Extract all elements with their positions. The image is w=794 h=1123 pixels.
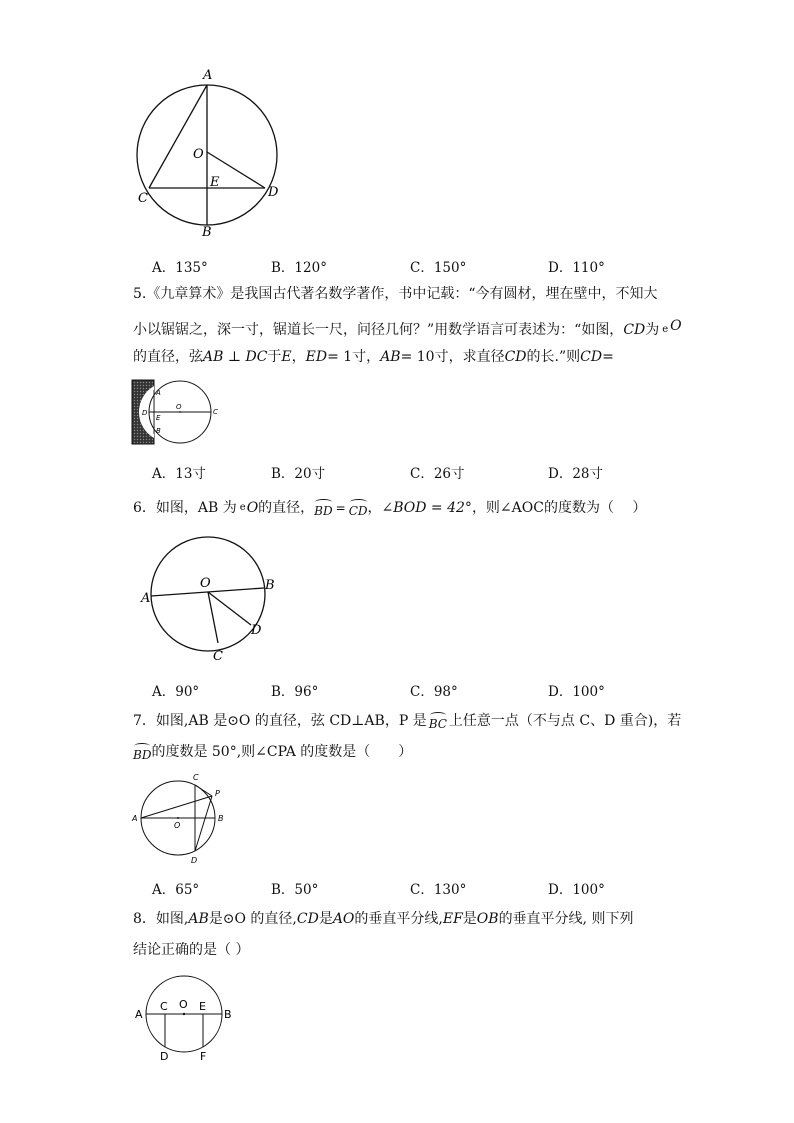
q5-math-e: E <box>281 349 292 365</box>
q4-option-a: A．135° <box>152 260 208 276</box>
q4-label-b: B <box>202 225 212 240</box>
q7-chord-pc <box>195 785 212 796</box>
q6-question <box>133 498 646 518</box>
q6-label-b: B <box>265 578 275 593</box>
q5-label-a: A <box>156 389 161 397</box>
q8-math-ab: AB <box>188 911 209 927</box>
q7-option-d: D．100° <box>548 882 605 898</box>
q5-math-cd-2: CD <box>504 349 527 365</box>
q7-line-2 <box>133 742 412 762</box>
q8-figure <box>130 972 240 1064</box>
q5-label-o: O <box>176 403 182 411</box>
q6-circle-o: O <box>246 500 259 516</box>
q6-option-d: D．100° <box>548 684 605 700</box>
q5-line-1: 5.《九章算术》是我国古代著名数学著作，书中记载：“今有圆材，埋在壁中，不知大 <box>133 286 658 302</box>
q7-option-c: C．130° <box>410 882 467 898</box>
q5-label-c: C <box>213 408 218 416</box>
q8-center-dot <box>183 1013 185 1015</box>
q7-label-b: B <box>218 814 224 823</box>
q5-label-b: B <box>156 427 161 435</box>
q8-text-1: 8．如图, <box>133 911 189 927</box>
q8-label-b: B <box>224 1008 232 1021</box>
q7-text-1: 7．如图,AB 是⊙O 的直径，弦 CD⊥AB，P 是 <box>133 713 427 729</box>
q8-math-ao: AO <box>332 911 355 927</box>
q6-figure <box>138 530 288 666</box>
q8-label-f: F <box>200 1050 207 1063</box>
q4-chord-ac <box>149 85 207 188</box>
q8-text-3: 是 <box>318 911 333 927</box>
q8-label-d: D <box>160 1050 169 1063</box>
q5-math-ab-perp-dc: AB ⊥ DC <box>203 349 268 365</box>
q7-arc-bc: BC <box>429 714 447 734</box>
q4-label-c: C <box>138 191 148 206</box>
q6-radius-oc <box>208 592 218 643</box>
q5-option-d: D．28寸 <box>548 466 604 482</box>
q5-figure <box>130 378 226 446</box>
q7-arc-bd: BD <box>133 745 151 765</box>
q5-center-dot <box>179 411 181 413</box>
q4-label-e: E <box>210 175 220 190</box>
q8-line-2: 结论正确的是（ ） <box>133 942 250 958</box>
q5-line-3-d: = 1寸， <box>327 349 381 365</box>
q7-label-a: A <box>132 814 138 823</box>
q4-label-a: A <box>203 68 213 83</box>
q5-line-3-b: 于 <box>267 349 282 365</box>
q4-option-c: C．150° <box>410 260 467 276</box>
q6-option-b: B．96° <box>271 684 319 700</box>
q7-label-o: O <box>174 821 181 830</box>
q5-label-e: E <box>156 414 161 422</box>
q5-line-3-g: = <box>602 349 614 365</box>
q6-text-1: 6．如图，AB 为 <box>133 500 237 516</box>
q5-math-ab: AB <box>380 349 401 365</box>
q8-label-a: A <box>135 1008 143 1021</box>
q5-circle-o: O <box>670 318 682 334</box>
q8-label-e: E <box>199 1000 206 1013</box>
q5-option-a: A．13寸 <box>152 466 206 482</box>
q7-text-3: 的度数是 50°,则∠CPA 的度数是（ ） <box>151 744 413 760</box>
q7-figure <box>128 770 238 868</box>
q7-text-2: 上任意一点（不与点 C、D 重合)，若 <box>448 713 682 729</box>
q5-math-cd: CD <box>623 322 646 338</box>
q6-text-3: ， <box>367 500 382 516</box>
q8-label-o: O <box>179 998 188 1011</box>
q5-label-d: D <box>142 409 148 417</box>
q7-option-b: B．50° <box>271 882 319 898</box>
q4-option-d: D．110° <box>548 260 605 276</box>
q8-line-1 <box>133 909 633 929</box>
q7-line-1 <box>133 711 681 731</box>
q7-chord-pa <box>141 796 212 818</box>
q5-line-2 <box>133 316 682 340</box>
q6-label-c: C <box>213 649 223 664</box>
q5-circle-symbol: e <box>662 324 669 335</box>
q6-label-o: O <box>200 576 211 591</box>
q7-chord-pd <box>195 796 212 851</box>
q6-label-a: A <box>141 591 151 606</box>
q5-line-3-a: 的直径，弦 <box>133 349 203 365</box>
q5-option-b: B．20寸 <box>271 466 326 482</box>
q8-text-5: 是 <box>462 911 477 927</box>
q5-math-ed: ED <box>305 349 328 365</box>
q7-option-a: A．65° <box>152 882 200 898</box>
q5-line-2-mid: 为 <box>645 322 660 338</box>
q6-text-2: 的直径， <box>258 500 315 516</box>
q7-center-dot <box>177 817 179 819</box>
q5-line-3 <box>133 347 614 367</box>
q7-label-d: D <box>191 856 198 865</box>
q4-option-b: B．120° <box>271 260 327 276</box>
q6-option-c: C．98° <box>410 684 458 700</box>
q6-text-4: ，则∠AOC的度数为（ ） <box>471 500 647 516</box>
q8-label-c: C <box>160 1000 168 1013</box>
q5-line-2-text: 小以锯锯之，深一寸，锯道长一尺，问径几何？”用数学语言可表述为：“如图， <box>133 322 624 338</box>
q4-label-o: O <box>193 147 204 162</box>
q6-radius-od <box>208 592 251 625</box>
q8-text-2: 是⊙O 的直径, <box>208 911 297 927</box>
q6-arc-cd: CD <box>349 501 368 521</box>
q6-circle-symbol: e <box>239 502 246 513</box>
q8-text-6: 的垂直平分线, 则下列 <box>498 911 634 927</box>
q4-figure <box>130 62 290 240</box>
q6-label-d: D <box>251 623 262 638</box>
q8-text-4: 的垂直平分线, <box>354 911 443 927</box>
q5-line-3-e: = 10寸，求直径 <box>400 349 505 365</box>
q5-math-cd-3: CD <box>580 349 603 365</box>
q7-label-p: P <box>215 789 220 798</box>
q5-line-3-c: ， <box>291 349 306 365</box>
q6-angle-bod: ∠BOD = 42° <box>381 500 472 516</box>
q8-math-ef: EF <box>442 911 463 927</box>
q6-arc-bd: BD <box>314 501 332 521</box>
q5-line-3-f: 的长.”则 <box>526 349 581 365</box>
q4-label-d: D <box>268 185 279 200</box>
q7-label-c: C <box>193 773 199 782</box>
q8-math-cd: CD <box>296 911 319 927</box>
q5-option-c: C．26寸 <box>410 466 465 482</box>
q8-math-ob: OB <box>476 911 499 927</box>
q6-option-a: A．90° <box>152 684 200 700</box>
q6-eq: = <box>335 501 346 515</box>
